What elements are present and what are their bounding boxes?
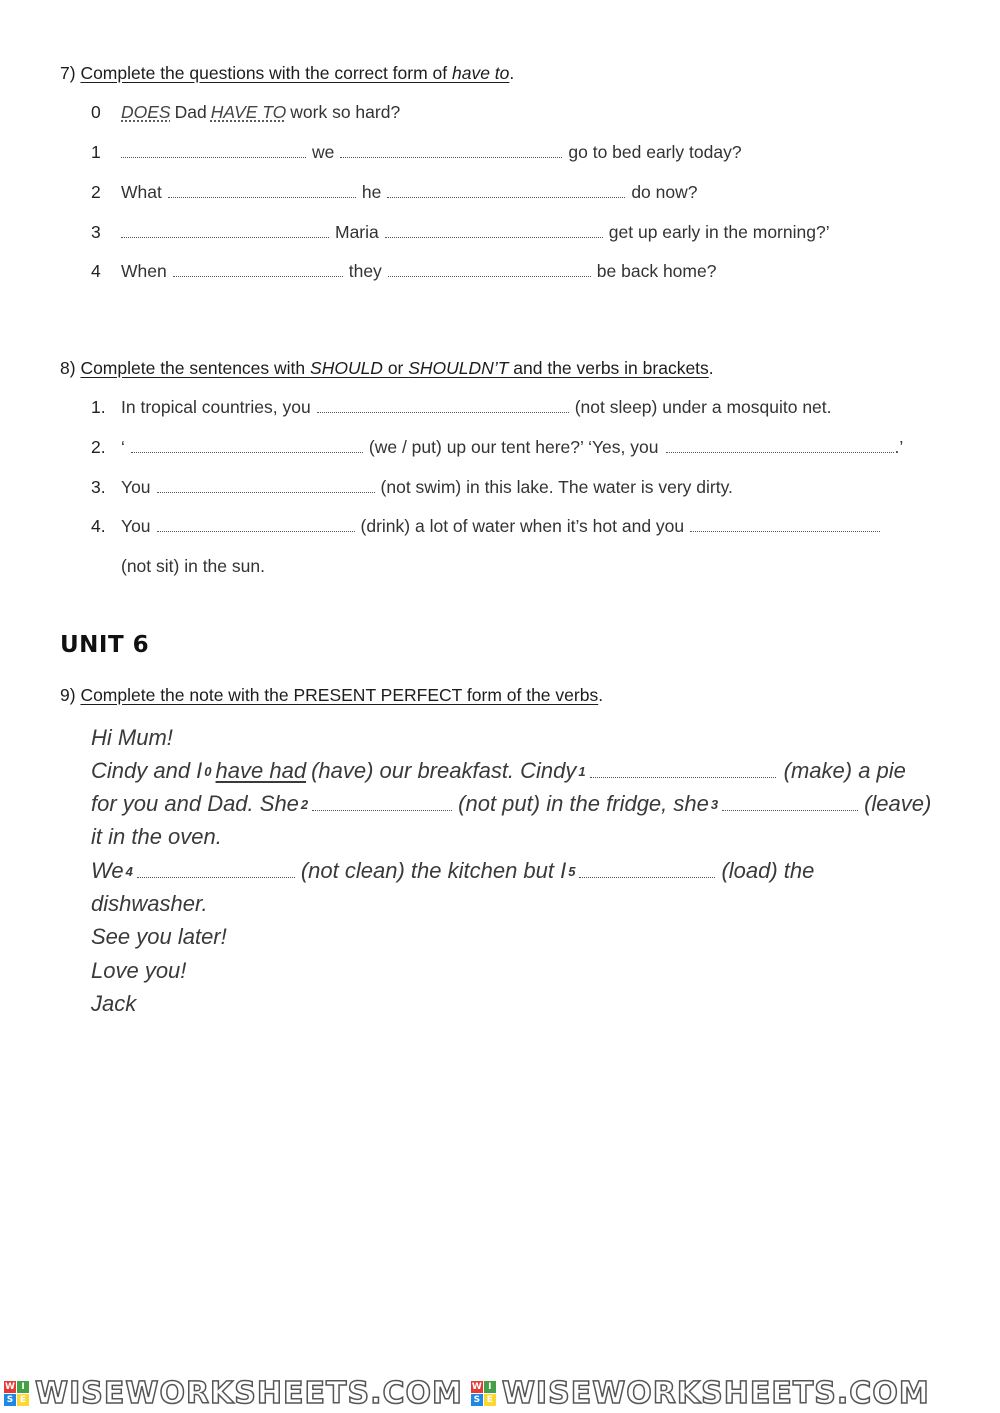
ex8-item-3: 3. You (not swim) in this lake. The water is very dirty. (91, 477, 733, 497)
example-answer: have had (215, 758, 307, 783)
exercise-title: Complete the note with the PRESENT PERFECT form of the verbs (80, 685, 599, 705)
ex7-item-2: 2 What he do now? (91, 182, 698, 202)
answer-blank[interactable] (121, 143, 306, 158)
answer-blank[interactable] (388, 262, 591, 277)
answer-blank[interactable] (157, 478, 375, 493)
exercise-7-heading: 7) Complete the questions with the correct form of have to. (60, 63, 515, 83)
answer-blank[interactable] (121, 223, 329, 238)
note-line-4: We $^4$ (not clean) the kitchen but I $^5$ (load) the (91, 858, 815, 883)
exercise-title: Complete the sentences with SHOULD or SHOULDN’T and the verbs in brackets (80, 358, 709, 378)
ex8-item-4-cont: (not sit) in the sun. (121, 556, 265, 576)
answer-blank[interactable] (579, 859, 715, 878)
answer-blank[interactable] (168, 183, 356, 198)
note-line-7: Love you! (91, 958, 187, 983)
logo-text: WISEWORKSHEETS.COM (501, 1375, 930, 1411)
note-signature: Jack (91, 991, 137, 1016)
answer-blank[interactable] (157, 517, 355, 532)
example-answer: DOES (121, 102, 171, 122)
ex7-item-3: 3 Maria get up early in the morning?’ (91, 222, 830, 242)
example-answer: HAVE TO (210, 102, 287, 122)
answer-blank[interactable] (690, 517, 880, 532)
note-line-2: for you and Dad. She $^2$ (not put) in the fridge, she $^3$ (leave) (91, 791, 932, 816)
exercise-number: 7) (60, 63, 76, 83)
note-line-1: Cindy and I $^0$ have had (have) our breakfast. Cindy $^1$ (make) a pie (91, 758, 906, 783)
logo-mark-icon: W I S E (4, 1381, 29, 1406)
footer-logo (4, 1376, 463, 1411)
exercise-9-heading: 9) Complete the note with the PRESENT PERFECT form of the verbs. (60, 685, 604, 705)
answer-blank[interactable] (340, 143, 562, 158)
answer-blank[interactable] (317, 398, 569, 413)
ex8-item-2: 2. ‘ (we / put) up our tent here?’ ‘Yes, you .’ (91, 437, 904, 457)
ex7-item-4: 4 When they be back home? (91, 261, 717, 281)
unit-title: UNIT 6 (60, 632, 150, 658)
logo-mark-icon: W I S E (471, 1381, 496, 1406)
ex7-item-1: 1 we go to bed early today? (91, 142, 742, 162)
answer-blank[interactable] (666, 438, 894, 453)
answer-blank[interactable] (312, 792, 452, 811)
answer-blank[interactable] (173, 262, 343, 277)
ex8-item-1: 1. In tropical countries, you (not sleep) under a mosquito net. (91, 397, 832, 417)
answer-blank[interactable] (722, 792, 858, 811)
answer-blank[interactable] (385, 223, 603, 238)
ex8-item-4: 4. You (drink) a lot of water when it’s hot and you (91, 516, 886, 537)
note-line-6: See you later! (91, 924, 227, 949)
exercise-number: 8) (60, 358, 76, 378)
footer-logo (471, 1376, 930, 1411)
note-line-3: it in the oven. (91, 824, 222, 849)
answer-blank[interactable] (387, 183, 625, 198)
ex7-item-0: 0 DOES Dad HAVE TO work so hard? (91, 102, 401, 122)
answer-blank[interactable] (590, 759, 776, 778)
exercise-title: Complete the questions with the correct form of have to (80, 63, 510, 83)
logo-text: WISEWORKSHEETS.COM (35, 1375, 463, 1411)
footer-watermark (0, 1376, 1000, 1410)
answer-blank[interactable] (137, 859, 295, 878)
exercise-number: 9) (60, 685, 76, 705)
note-greeting: Hi Mum! (91, 725, 173, 750)
answer-blank[interactable] (131, 438, 363, 453)
exercise-8-heading: 8) Complete the sentences with SHOULD or SHOULDN’T and the verbs in brackets. (60, 358, 714, 378)
note-line-5: dishwasher. (91, 891, 208, 916)
